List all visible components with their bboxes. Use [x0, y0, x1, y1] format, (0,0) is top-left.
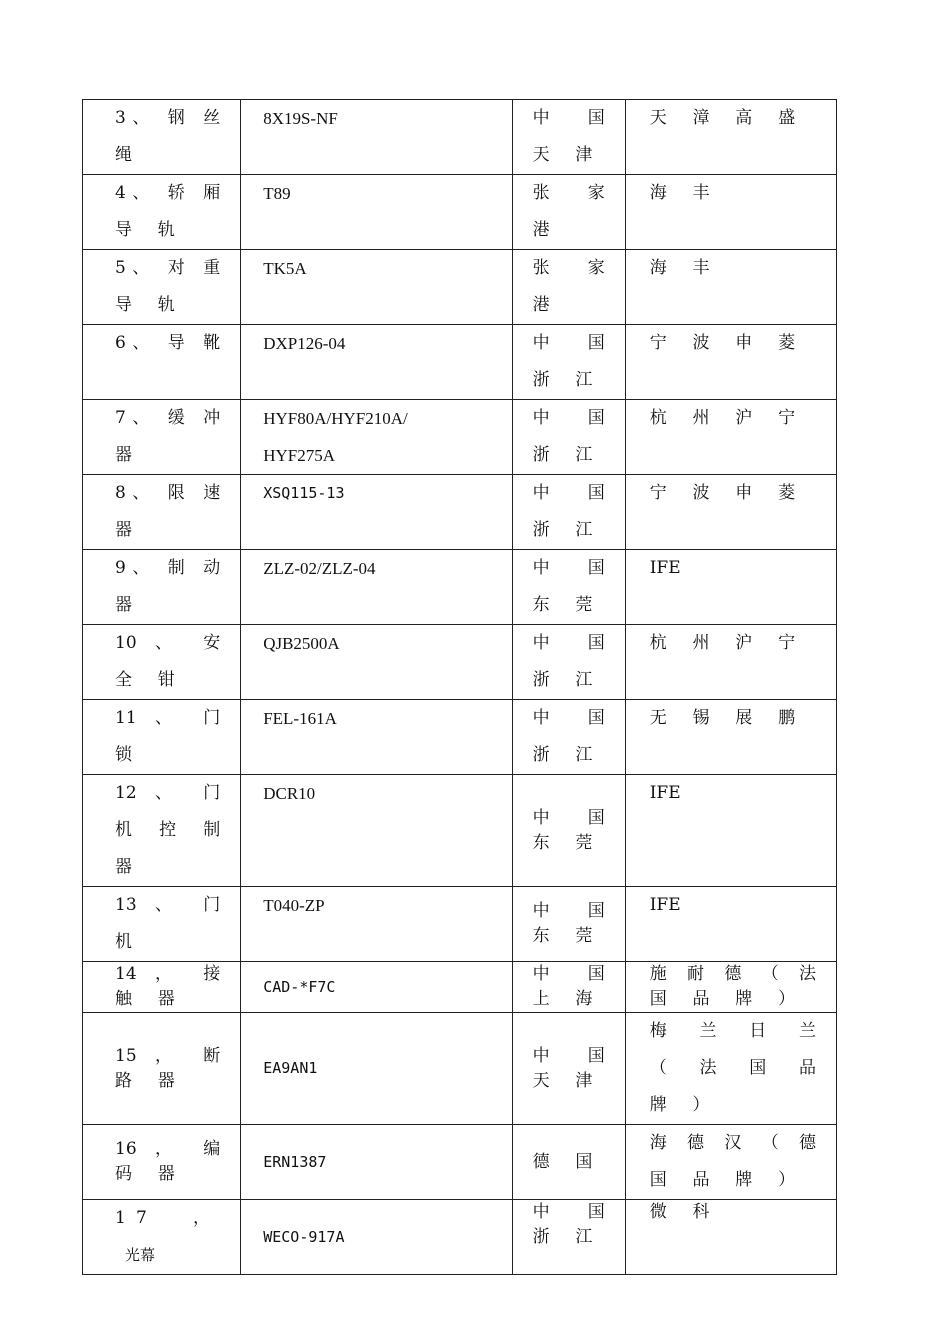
table-row: [83, 1200, 837, 1275]
model-cell: [241, 550, 512, 625]
brand-line2: 国 品 牌 ）: [649, 1170, 806, 1190]
origin-cell: [512, 325, 625, 400]
origin-cell: [512, 475, 625, 550]
origin-cell: [512, 1125, 625, 1200]
part-name-cont: 器: [115, 520, 143, 540]
part-name-cont: 触 器: [115, 989, 186, 1009]
brand-line1: 海 德 汉 （ 德: [649, 1133, 816, 1153]
origin-line1: 中 国: [532, 901, 605, 921]
part-name-cont: 路 器: [115, 1070, 186, 1091]
origin-line2: 上 海: [532, 989, 603, 1009]
part-name-cont: 导 轨: [115, 220, 186, 240]
part-name-cell: [83, 700, 241, 775]
brand-value: IFE: [649, 558, 681, 578]
part-name-cell: [83, 887, 241, 962]
origin-line2: 港: [532, 220, 560, 240]
model-value-cont: HYF275A: [263, 446, 335, 465]
part-name-cell: [83, 100, 241, 175]
table-row: [83, 625, 837, 700]
part-name: 5、 对 重: [115, 258, 221, 278]
model-value: ERN1387: [263, 1152, 327, 1171]
origin-line1: 中 国: [532, 333, 605, 353]
part-name-cont: 机: [115, 932, 143, 952]
origin-line1: 张 家: [532, 183, 605, 203]
brand-cell: [625, 962, 836, 1013]
part-name: 10 、 安: [115, 633, 221, 653]
brand-cell: [625, 1200, 836, 1275]
part-name: 12 、 门: [115, 783, 221, 803]
model-cell: [241, 400, 512, 475]
part-name-cell: [83, 775, 241, 887]
model-cell: [241, 1013, 512, 1125]
model-cell: [241, 100, 512, 175]
brand-value: 杭 州 沪 宁: [649, 633, 806, 653]
brand-line3: 牌 ）: [649, 1095, 720, 1115]
origin-cell: [512, 250, 625, 325]
origin-line1: 中 国: [532, 807, 605, 828]
brand-cell: [625, 550, 836, 625]
origin-line2: 浙 江: [532, 670, 603, 690]
brand-cell: [625, 625, 836, 700]
origin-line1: 中 国: [532, 558, 605, 578]
brand-cell: [625, 175, 836, 250]
origin-line1: 中 国: [532, 483, 605, 503]
origin-line2: 浙 江: [532, 1227, 603, 1247]
model-value: DCR10: [263, 784, 316, 803]
origin-line2: 东 莞: [532, 832, 603, 853]
origin-cell: [512, 775, 625, 887]
origin-line1: 中 国: [532, 408, 605, 428]
brand-value: IFE: [649, 783, 681, 803]
brand-cell: [625, 250, 836, 325]
brand-value: 天 漳 高 盛: [649, 108, 806, 128]
origin-line2: 天 津: [532, 1070, 603, 1091]
brand-cell: [625, 475, 836, 550]
part-name-cont: 器: [115, 595, 143, 615]
part-name-cont: 光幕: [125, 1246, 156, 1264]
brand-cell: [625, 775, 836, 887]
part-name-cell: [83, 1200, 241, 1275]
model-value: T89: [263, 184, 291, 203]
part-name-cell: [83, 325, 241, 400]
model-value: EA9AN1: [263, 1059, 318, 1077]
brand-cell: [625, 100, 836, 175]
model-value: QJB2500A: [263, 634, 340, 653]
model-value: HYF80A/HYF210A/: [263, 409, 408, 428]
table-row: [83, 325, 837, 400]
part-name: 3、 钢 丝: [115, 108, 221, 128]
origin-cell: [512, 400, 625, 475]
part-name-cont: 器: [115, 445, 143, 465]
model-value: FEL-161A: [263, 709, 337, 728]
model-value: T040-ZP: [263, 896, 325, 915]
origin-line2: 浙 江: [532, 370, 603, 390]
parts-table: [82, 99, 837, 1275]
brand-value: 微 科: [649, 1202, 720, 1222]
table-row: [83, 175, 837, 250]
part-name: 13 、 门: [115, 895, 221, 915]
model-value: ZLZ-02/ZLZ-04: [263, 559, 376, 578]
table-row: [83, 887, 837, 962]
origin-cell: [512, 1013, 625, 1125]
origin-line2: 港: [532, 295, 560, 315]
table-row: [83, 550, 837, 625]
part-name-cell: [83, 475, 241, 550]
brand-cell: [625, 400, 836, 475]
model-cell: [241, 475, 512, 550]
brand-line1: 梅 兰 日 兰: [649, 1021, 816, 1041]
part-name: 11 、 门: [115, 708, 221, 728]
origin-line1: 张 家: [532, 258, 605, 278]
model-value: WECO-917A: [263, 1227, 345, 1246]
model-cell: [241, 962, 512, 1013]
part-name: 14 ， 接: [115, 964, 221, 984]
model-cell: [241, 625, 512, 700]
origin-cell: [512, 100, 625, 175]
origin-line1: 德 国: [532, 1151, 603, 1172]
origin-cell: [512, 1200, 625, 1275]
brand-cell: [625, 887, 836, 962]
brand-line2: 国 品 牌 ）: [649, 989, 806, 1009]
model-value: XSQ115-13: [263, 484, 345, 502]
origin-cell: [512, 625, 625, 700]
part-name-cell: [83, 1125, 241, 1200]
part-name-cell: [83, 400, 241, 475]
model-cell: [241, 887, 512, 962]
brand-value: 杭 州 沪 宁: [649, 408, 806, 428]
model-cell: [241, 1125, 512, 1200]
table-row: [83, 700, 837, 775]
brand-cell: [625, 325, 836, 400]
part-name-cont: 全 钳: [115, 670, 186, 690]
model-value: CAD-*F7C: [263, 977, 336, 996]
part-name: 9、 制 动: [115, 558, 221, 578]
part-name-cell: [83, 1013, 241, 1125]
origin-line1: 中 国: [532, 108, 605, 128]
origin-line2: 东 莞: [532, 595, 603, 615]
origin-cell: [512, 550, 625, 625]
part-name-cell: [83, 175, 241, 250]
brand-cell: [625, 1125, 836, 1200]
part-name-cont: 码 器: [115, 1164, 186, 1184]
model-cell: [241, 700, 512, 775]
origin-line1: 中 国: [532, 964, 605, 984]
model-cell: [241, 175, 512, 250]
part-name: 7、 缓 冲: [115, 408, 221, 428]
table-row: [83, 250, 837, 325]
brand-cell: [625, 700, 836, 775]
part-name-cell: [83, 625, 241, 700]
origin-cell: [512, 175, 625, 250]
table-row: [83, 100, 837, 175]
model-cell: [241, 775, 512, 887]
table-row: [83, 400, 837, 475]
origin-cell: [512, 962, 625, 1013]
table-row: [83, 475, 837, 550]
part-name: 16 ， 编: [115, 1139, 221, 1159]
brand-value: 海 丰: [649, 183, 720, 203]
origin-line2: 浙 江: [532, 745, 603, 765]
part-name: 6、 导 靴: [115, 333, 221, 353]
origin-line2: 浙 江: [532, 520, 603, 540]
brand-line1: 施 耐 德 （ 法: [649, 964, 816, 984]
part-name: 8、 限 速: [115, 483, 221, 503]
model-value: DXP126-04: [263, 334, 346, 353]
origin-line1: 中 国: [532, 633, 605, 653]
origin-line2: 东 莞: [532, 926, 603, 946]
brand-cell: [625, 1013, 836, 1125]
brand-value: 海 丰: [649, 258, 720, 278]
part-name-cont: 机 控 制: [115, 820, 221, 840]
brand-value: 宁 波 申 菱: [649, 333, 806, 353]
part-name: 17 ，: [115, 1208, 221, 1228]
part-name-cont: 绳: [115, 145, 143, 165]
part-name-cont: 锁: [115, 745, 143, 765]
origin-line1: 中 国: [532, 1045, 605, 1066]
model-value: TK5A: [263, 259, 307, 278]
origin-line1: 中 国: [532, 1202, 605, 1222]
brand-value: 无 锡 展 鹏: [649, 708, 806, 728]
part-name-cont: 导 轨: [115, 295, 186, 315]
part-name: 15 ， 断: [115, 1045, 221, 1066]
model-cell: [241, 325, 512, 400]
model-cell: [241, 1200, 512, 1275]
table-row: [83, 962, 837, 1013]
origin-line1: 中 国: [532, 708, 605, 728]
model-value: 8X19S-NF: [263, 109, 338, 128]
origin-cell: [512, 887, 625, 962]
origin-line2: 浙 江: [532, 445, 603, 465]
part-name: 4、 轿 厢: [115, 183, 221, 203]
origin-cell: [512, 700, 625, 775]
brand-value: 宁 波 申 菱: [649, 483, 806, 503]
part-name-cell: [83, 962, 241, 1013]
model-cell: [241, 250, 512, 325]
part-name-cell: [83, 550, 241, 625]
table-row: [83, 1125, 837, 1200]
origin-line2: 天 津: [532, 145, 603, 165]
part-name-cont: 器: [115, 857, 143, 877]
table-row: [83, 775, 837, 887]
brand-value: IFE: [649, 895, 681, 915]
part-name-cell: [83, 250, 241, 325]
brand-line2: （ 法 国 品: [649, 1058, 816, 1078]
table-row: [83, 1013, 837, 1125]
